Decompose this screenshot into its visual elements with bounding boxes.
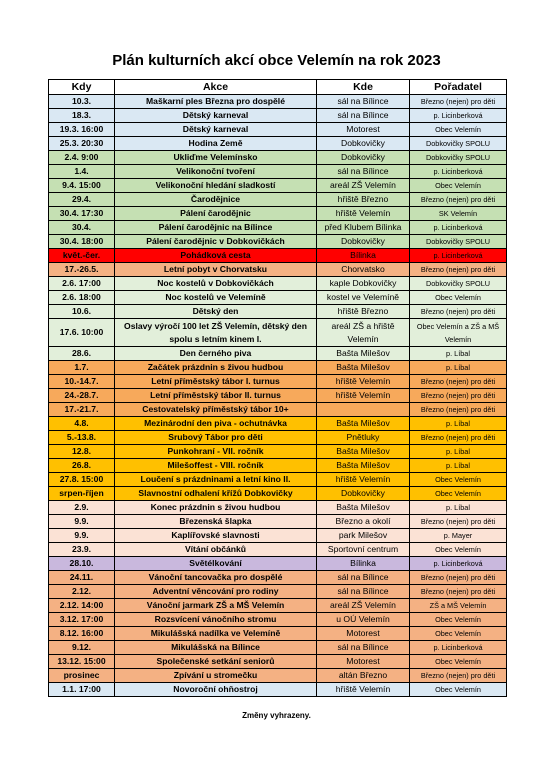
cell-organizer: Obec Velemín <box>410 487 507 501</box>
cell-when: 2.6. 17:00 <box>49 277 115 291</box>
table-row <box>49 655 507 669</box>
cell-when: 12.8. <box>49 445 115 459</box>
cell-organizer: p. Licinberková <box>410 165 507 179</box>
cell-event: Noc kostelů ve Velemíně <box>115 291 317 305</box>
cell-organizer: Březno (nejen) pro děti <box>410 375 507 389</box>
cell-event: Dětský karneval <box>115 123 317 137</box>
cell-event: Adventní věncování pro rodiny <box>115 585 317 599</box>
cell-event: Slavnostní odhalení křížů Dobkovičky <box>115 487 317 501</box>
cell-where: areál ZŠ Velemín <box>317 599 410 613</box>
cell-when: 9.9. <box>49 529 115 543</box>
table-row <box>49 431 507 445</box>
cell-where: Dobkovičky <box>317 151 410 165</box>
table-row <box>49 557 507 571</box>
table-row <box>49 235 507 249</box>
table-row <box>49 627 507 641</box>
cell-where: park Milešov <box>317 529 410 543</box>
cell-where: před Klubem Bílinka <box>317 221 410 235</box>
cell-event: Pálení čarodějnic na Bílince <box>115 221 317 235</box>
table-row <box>49 459 507 473</box>
cell-event: Den černého piva <box>115 347 317 361</box>
cell-event: Světélkování <box>115 557 317 571</box>
table-row <box>49 445 507 459</box>
cell-where: sál na Bílince <box>317 165 410 179</box>
cell-organizer: Dobkovičky SPOLU <box>410 151 507 165</box>
table-row <box>49 151 507 165</box>
cell-organizer: p. Mayer <box>410 529 507 543</box>
cell-organizer: Březno (nejen) pro děti <box>410 193 507 207</box>
cell-organizer: p. Licinberková <box>410 641 507 655</box>
cell-event: Srubový Tábor pro děti <box>115 431 317 445</box>
cell-when: 18.3. <box>49 109 115 123</box>
cell-when: srpen-říjen <box>49 487 115 501</box>
cell-event: Začátek prázdnin s živou hudbou <box>115 361 317 375</box>
cell-organizer: p. Líbal <box>410 361 507 375</box>
cell-event: Březenská šlapka <box>115 515 317 529</box>
cell-organizer: ZŠ a MŠ Velemín <box>410 599 507 613</box>
cell-where: Bašta Milešov <box>317 501 410 515</box>
table-row <box>49 613 507 627</box>
cell-when: 17.6. 10:00 <box>49 319 115 347</box>
cell-where: sál na Bílince <box>317 95 410 109</box>
events-table <box>48 79 507 697</box>
table-row <box>49 669 507 683</box>
table-row <box>49 291 507 305</box>
cell-where: sál na Bílince <box>317 571 410 585</box>
table-row <box>49 361 507 375</box>
cell-when: 30.4. <box>49 221 115 235</box>
cell-organizer: p. Líbal <box>410 417 507 431</box>
cell-when: 2.9. <box>49 501 115 515</box>
cell-where <box>317 403 410 417</box>
cell-when: 10.3. <box>49 95 115 109</box>
table-row <box>49 389 507 403</box>
cell-where: u OÚ Velemín <box>317 613 410 627</box>
table-row <box>49 165 507 179</box>
cell-organizer: p. Licinberková <box>410 221 507 235</box>
cell-where: sál na Bílince <box>317 109 410 123</box>
cell-organizer: Dobkovičky SPOLU <box>410 235 507 249</box>
cell-where: Motorest <box>317 655 410 669</box>
footer-note: Změny vyhrazeny. <box>242 711 311 720</box>
cell-when: 1.4. <box>49 165 115 179</box>
table-row <box>49 137 507 151</box>
page-title: Plán kulturních akcí obce Velemín na rok 2023 <box>112 52 441 69</box>
table-row <box>49 277 507 291</box>
cell-organizer: p. Licinberková <box>410 557 507 571</box>
cell-organizer: Březno (nejen) pro děti <box>410 571 507 585</box>
cell-when: 28.10. <box>49 557 115 571</box>
cell-organizer: Obec Velemín <box>410 627 507 641</box>
cell-where: hřiště Velemín <box>317 207 410 221</box>
cell-where: Motorest <box>317 123 410 137</box>
cell-organizer: Březno (nejen) pro děti <box>410 263 507 277</box>
table-row <box>49 641 507 655</box>
cell-when: 24.-28.7. <box>49 389 115 403</box>
cell-where: Bašta Milešov <box>317 417 410 431</box>
table-row <box>49 305 507 319</box>
table-row <box>49 221 507 235</box>
table-row <box>49 501 507 515</box>
cell-where: Bašta Milešov <box>317 347 410 361</box>
cell-when: 8.12. 16:00 <box>49 627 115 641</box>
cell-when: 9.12. <box>49 641 115 655</box>
cell-event: Dětský karneval <box>115 109 317 123</box>
cell-event: Loučení s prázdninami a letní kino II. <box>115 473 317 487</box>
cell-organizer: Dobkovičky SPOLU <box>410 277 507 291</box>
cell-when: 4.8. <box>49 417 115 431</box>
cell-where: Dobkovičky <box>317 235 410 249</box>
cell-event: Vánoční jarmark ZŠ a MŠ Velemín <box>115 599 317 613</box>
cell-when: prosinec <box>49 669 115 683</box>
table-row <box>49 263 507 277</box>
cell-organizer: Březno (nejen) pro děti <box>410 585 507 599</box>
cell-organizer: Březno (nejen) pro děti <box>410 403 507 417</box>
column-header-when: Kdy <box>49 80 115 95</box>
table-row <box>49 403 507 417</box>
cell-event: Cestovatelský příměstský tábor 10+ <box>115 403 317 417</box>
table-row <box>49 207 507 221</box>
table-row <box>49 515 507 529</box>
cell-organizer: Obec Velemín <box>410 473 507 487</box>
cell-event: Hodina Země <box>115 137 317 151</box>
cell-when: 2.6. 18:00 <box>49 291 115 305</box>
table-row <box>49 599 507 613</box>
table-header-row <box>49 80 507 95</box>
cell-event: Společenské setkání seniorů <box>115 655 317 669</box>
column-header-organizer: Pořadatel <box>410 80 507 95</box>
table-row <box>49 319 507 347</box>
cell-organizer: SK Velemín <box>410 207 507 221</box>
cell-event: Konec prázdnin s živou hudbou <box>115 501 317 515</box>
cell-where: kaple Dobkovičky <box>317 277 410 291</box>
cell-organizer: Obec Velemín <box>410 683 507 697</box>
cell-where: hřiště Březno <box>317 305 410 319</box>
cell-when: 28.6. <box>49 347 115 361</box>
table-row <box>49 109 507 123</box>
cell-event: Čarodějnice <box>115 193 317 207</box>
cell-when: květ.-čer. <box>49 249 115 263</box>
cell-when: 9.4. 15:00 <box>49 179 115 193</box>
cell-where: areál ZŠ a hřiště Velemín <box>317 319 410 347</box>
cell-event: Letní příměstský tábor I. turnus <box>115 375 317 389</box>
cell-where: Březno a okolí <box>317 515 410 529</box>
cell-where: kostel ve Velemíně <box>317 291 410 305</box>
cell-organizer: Březno (nejen) pro děti <box>410 431 507 445</box>
table-row <box>49 375 507 389</box>
cell-organizer: p. Licinberková <box>410 109 507 123</box>
cell-when: 2.4. 9:00 <box>49 151 115 165</box>
cell-event: Novoroční ohňostroj <box>115 683 317 697</box>
cell-event: Pohádková cesta <box>115 249 317 263</box>
cell-where: Motorest <box>317 627 410 641</box>
cell-organizer: Obec Velemín <box>410 291 507 305</box>
cell-when: 10.-14.7. <box>49 375 115 389</box>
cell-when: 29.4. <box>49 193 115 207</box>
column-header-event: Akce <box>115 80 317 95</box>
table-row <box>49 123 507 137</box>
table-row <box>49 585 507 599</box>
cell-event: Rozsvícení vánočního stromu <box>115 613 317 627</box>
table-row <box>49 571 507 585</box>
cell-event: Zpívání u stromečku <box>115 669 317 683</box>
cell-where: hřiště Velemín <box>317 375 410 389</box>
table-row <box>49 487 507 501</box>
table-row <box>49 473 507 487</box>
cell-organizer: Obec Velemín <box>410 613 507 627</box>
column-header-where: Kde <box>317 80 410 95</box>
cell-when: 24.11. <box>49 571 115 585</box>
table-row <box>49 249 507 263</box>
cell-where: areál ZŠ Velemín <box>317 179 410 193</box>
cell-when: 10.6. <box>49 305 115 319</box>
table-row <box>49 683 507 697</box>
cell-where: Sportovní centrum <box>317 543 410 557</box>
table-row <box>49 179 507 193</box>
cell-organizer: Obec Velemín <box>410 543 507 557</box>
table-row <box>49 95 507 109</box>
cell-where: Bašta Milešov <box>317 459 410 473</box>
cell-organizer: Březno (nejen) pro děti <box>410 95 507 109</box>
cell-when: 17.-21.7. <box>49 403 115 417</box>
cell-where: Bílinka <box>317 557 410 571</box>
cell-organizer: p. Líbal <box>410 347 507 361</box>
cell-where: hřiště Velemín <box>317 389 410 403</box>
cell-where: hřiště Velemín <box>317 473 410 487</box>
cell-where: altán Březno <box>317 669 410 683</box>
cell-event: Pálení čarodějnic v Dobkovičkách <box>115 235 317 249</box>
cell-event: Letní pobyt v Chorvatsku <box>115 263 317 277</box>
cell-event: Vítání občánků <box>115 543 317 557</box>
table-row <box>49 347 507 361</box>
cell-organizer: Březno (nejen) pro děti <box>410 669 507 683</box>
cell-event: Kaplířovské slavnosti <box>115 529 317 543</box>
cell-event: Pálení čarodějnic <box>115 207 317 221</box>
cell-where: Chorvatsko <box>317 263 410 277</box>
cell-organizer: p. Licinberková <box>410 249 507 263</box>
cell-when: 25.3. 20:30 <box>49 137 115 151</box>
cell-when: 27.8. 15:00 <box>49 473 115 487</box>
cell-organizer: Obec Velemín <box>410 179 507 193</box>
cell-organizer: Březno (nejen) pro děti <box>410 305 507 319</box>
cell-when: 13.12. 15:00 <box>49 655 115 669</box>
cell-event: Mikulášská na Bílince <box>115 641 317 655</box>
cell-organizer: Březno (nejen) pro děti <box>410 389 507 403</box>
cell-event: Milešoffest - VIII. ročník <box>115 459 317 473</box>
cell-when: 2.12. <box>49 585 115 599</box>
cell-organizer: Obec Velemín <box>410 123 507 137</box>
cell-where: Pnětluky <box>317 431 410 445</box>
cell-event: Maškarní ples Března pro dospělé <box>115 95 317 109</box>
cell-when: 19.3. 16:00 <box>49 123 115 137</box>
cell-when: 17.-26.5. <box>49 263 115 277</box>
cell-event: Mikulášská nadílka ve Velemíně <box>115 627 317 641</box>
cell-where: Bílinka <box>317 249 410 263</box>
cell-organizer: p. Líbal <box>410 459 507 473</box>
cell-when: 30.4. 17:30 <box>49 207 115 221</box>
cell-organizer: Dobkovičky SPOLU <box>410 137 507 151</box>
cell-when: 30.4. 18:00 <box>49 235 115 249</box>
cell-where: sál na Bílince <box>317 585 410 599</box>
cell-where: Dobkovičky <box>317 487 410 501</box>
cell-organizer: p. Líbal <box>410 501 507 515</box>
cell-event: Mezinárodní den piva - ochutnávka <box>115 417 317 431</box>
cell-when: 5.-13.8. <box>49 431 115 445</box>
cell-organizer: Obec Velemín <box>410 655 507 669</box>
table-row <box>49 529 507 543</box>
cell-when: 26.8. <box>49 459 115 473</box>
cell-where: Dobkovičky <box>317 137 410 151</box>
cell-when: 3.12. 17:00 <box>49 613 115 627</box>
cell-where: sál na Bílince <box>317 641 410 655</box>
cell-where: hřiště Březno <box>317 193 410 207</box>
cell-organizer: Březno (nejen) pro děti <box>410 515 507 529</box>
cell-organizer: p. Líbal <box>410 445 507 459</box>
cell-event: Oslavy výročí 100 let ZŠ Velemín, dětský den spolu s letním kinem I. <box>115 319 317 347</box>
cell-when: 9.9. <box>49 515 115 529</box>
cell-when: 1.1. 17:00 <box>49 683 115 697</box>
cell-event: Dětský den <box>115 305 317 319</box>
cell-event: Noc kostelů v Dobkovičkách <box>115 277 317 291</box>
cell-event: Ukliďme Velemínsko <box>115 151 317 165</box>
cell-where: Bašta Milešov <box>317 445 410 459</box>
table-body <box>49 95 507 697</box>
cell-when: 1.7. <box>49 361 115 375</box>
cell-when: 23.9. <box>49 543 115 557</box>
cell-event: Punkohraní - VII. ročník <box>115 445 317 459</box>
cell-organizer: Obec Velemín a ZŠ a MŠ Velemín <box>410 319 507 347</box>
cell-event: Vánoční tancovačka pro dospělé <box>115 571 317 585</box>
table-row <box>49 417 507 431</box>
table-row <box>49 193 507 207</box>
cell-where: hřiště Velemín <box>317 683 410 697</box>
cell-where: Bašta Milešov <box>317 361 410 375</box>
table-row <box>49 543 507 557</box>
cell-event: Letní příměstský tábor II. turnus <box>115 389 317 403</box>
cell-event: Velikonoční tvoření <box>115 165 317 179</box>
cell-event: Velikonoční hledání sladkostí <box>115 179 317 193</box>
cell-when: 2.12. 14:00 <box>49 599 115 613</box>
